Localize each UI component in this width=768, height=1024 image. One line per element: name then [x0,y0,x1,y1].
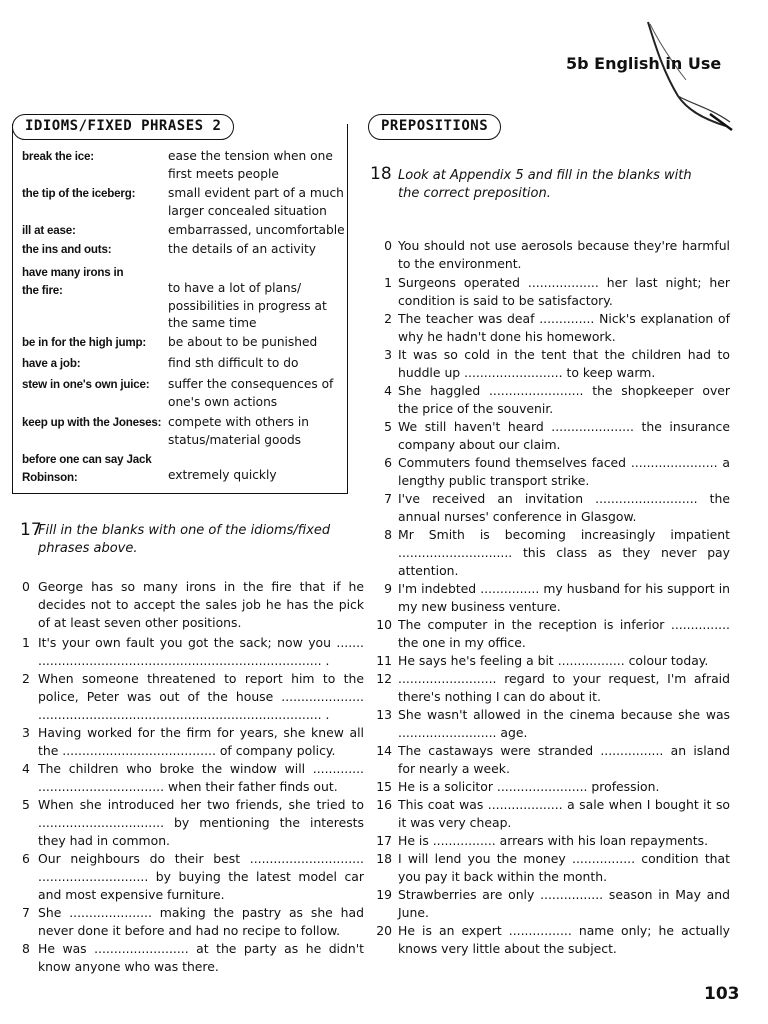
item-text: He is ................ arrears with his loan repayments. [398,833,709,848]
item-number: 2 [384,311,392,326]
item-text: I'm indebted ............... my husband for his support in my new business venture. [398,581,730,614]
idiom-term: break the ice: [22,150,94,163]
item-text: Strawberries are only ................ season in May and June. [398,887,730,920]
unit-title: 5b English in Use [566,54,722,73]
item-number: 8 [384,527,392,542]
item-number: 7 [384,491,392,506]
idiom-term: stew in one's own juice: [22,378,150,391]
item-text: You should not use aerosols because they're harmful to the environment. [398,238,730,271]
idiom-definition: ease the tension when one first meets people [168,149,333,181]
idiom-entry [22,376,347,412]
item-text: We still haven't heard ..................... the insurance company about our claim. [398,419,730,452]
idiom-definition: to have a lot of plans/ possibilities in progress at the same time [168,281,327,330]
idiom-entry [22,264,347,334]
item-text: Having worked for the firm for years, she knew all the ....................................... of company policy. [38,725,364,758]
item-text: When someone threatened to report him to the police, Peter was out of the house ..................... ........................................................................ . [38,671,364,722]
exercise-number: 18 [370,164,392,184]
item-number: 19 [376,887,392,902]
item-number: 4 [384,383,392,398]
item-text: She ..................... making the pastry as she had never done it before and had no recipe to follow. [38,905,364,938]
page-number: 103 [704,984,740,1004]
item-number: 6 [22,851,30,866]
item-text: Commuters found themselves faced ...................... a lengthy public transport strike. [398,455,730,488]
exercise-instruction: Fill in the blanks with one of the idioms/fixed phrases above. [38,523,331,556]
item-text: The teacher was deaf .............. Nick's explanation of why he hadn't done his homework. [398,311,730,344]
item-number: 0 [384,238,392,253]
idiom-term: the tip of the iceberg: [22,187,136,200]
item-text: She wasn't allowed in the cinema because she was ......................... age. [398,707,730,740]
item-text: Mr Smith is becoming increasingly impatient ............................. this class as they never pay attention. [398,527,730,578]
idiom-entry [22,148,347,184]
idiom-term: before one can say Jack Robinson: [22,453,152,484]
idiom-entry [22,414,347,450]
item-number: 0 [22,579,30,594]
idiom-term: have many irons in the fire: [22,266,124,297]
idiom-entry [22,222,347,240]
item-text: George has so many irons in the fire that if he decides not to accept the sales job he has the pick of at least seven other positions. [38,579,364,630]
item-text: He is an expert ................ name only; he actually knows very little about the subject. [398,923,730,956]
item-number: 9 [384,581,392,596]
idiom-entry [22,451,347,487]
idiom-term: be in for the high jump: [22,336,147,349]
item-text: It was so cold in the tent that the children had to huddle up ......................... to keep warm. [398,347,730,380]
prepositions-title: PREPOSITIONS [368,114,501,140]
quill-pen-icon [560,18,740,138]
item-text: This coat was ................... a sale when I bought it so it was very cheap. [398,797,730,830]
idiom-definition: small evident part of a much larger concealed situation [168,186,344,218]
item-number: 4 [22,761,30,776]
item-number: 5 [384,419,392,434]
item-number: 6 [384,455,392,470]
idiom-entry [22,185,347,221]
idiom-term: ill at ease: [22,224,76,237]
item-text: When she introduced her two friends, she tried to ................................ by mentioning the interests they had in common. [38,797,364,848]
item-text: The computer in the reception is inferior ............... the one in my office. [398,617,730,650]
unit-header [560,48,760,108]
item-number: 14 [376,743,392,758]
idiom-definition: the details of an activity [168,242,316,256]
item-number: 15 [376,779,392,794]
item-number: 1 [384,275,392,290]
idiom-entry [22,334,347,352]
item-text: Surgeons operated .................. her last night; her condition is said to be satisfactory. [398,275,730,308]
item-text: I will lend you the money ................ condition that you pay it back within the month. [398,851,730,884]
item-text: I've received an invitation .......................... the annual nurses' conference in Glasgow. [398,491,730,524]
idioms-title: IDIOMS/FIXED PHRASES 2 [12,114,234,140]
item-number: 3 [22,725,30,740]
item-text: Our neighbours do their best ............................. ............................ by buying the latest model car and most expensive furniture. [38,851,364,902]
idiom-definition: find sth difficult to do [168,356,299,370]
item-number: 17 [376,833,392,848]
idiom-term: the ins and outs: [22,243,112,256]
item-number: 13 [376,707,392,722]
idiom-term: keep up with the Joneses: [22,416,162,429]
item-text: The children who broke the window will ............. ................................ when their father finds out. [38,761,364,794]
item-number: 10 [376,617,392,632]
idiom-definition: extremely quickly [168,468,277,482]
item-number: 5 [22,797,30,812]
item-number: 1 [22,635,30,650]
idiom-term: have a job: [22,357,81,370]
item-text: He says he's feeling a bit ................. colour today. [398,653,709,668]
item-number: 11 [376,653,392,668]
idiom-definition: suffer the consequences of one's own actions [168,377,334,409]
item-number: 2 [22,671,30,686]
idiom-definition: embarrassed, uncomfortable [168,223,345,237]
item-number: 7 [22,905,30,920]
item-number: 3 [384,347,392,362]
idiom-entry [22,355,347,373]
item-number: 18 [376,851,392,866]
item-number: 20 [376,923,392,938]
item-number: 8 [22,941,30,956]
idiom-entry [22,241,347,259]
idiom-definition: be about to be punished [168,335,318,349]
idiom-definition: compete with others in status/material goods [168,415,309,447]
item-text: She haggled ........................ the shopkeeper over the price of the souvenir. [398,383,730,416]
item-text: The castaways were stranded ................ an island for nearly a week. [398,743,730,776]
item-text: ......................... regard to your request, I'm afraid there's nothing I can do about it. [398,671,730,704]
exercise-instruction: Look at Appendix 5 and fill in the blanks with the correct preposition. [398,168,692,201]
item-text: He was ........................ at the party as he didn't know anyone who was there. [38,941,364,974]
item-number: 16 [376,797,392,812]
exercise-number: 17 [20,520,42,540]
item-number: 12 [376,671,392,686]
item-text: It's your own fault you got the sack; now you ....... ........................................................................ . [38,635,364,668]
item-text: He is a solicitor ....................... profession. [398,779,660,794]
